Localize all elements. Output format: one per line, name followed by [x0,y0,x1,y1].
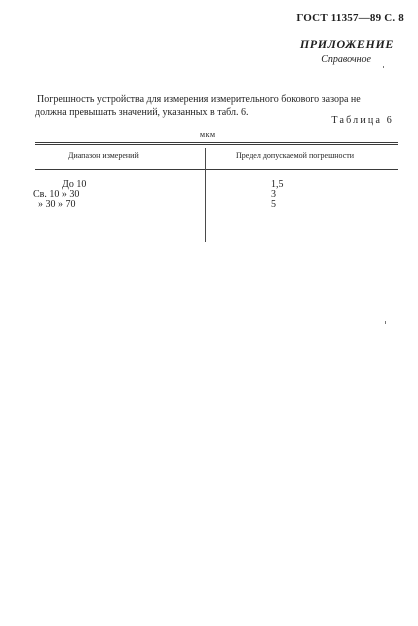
paragraph-line-1: Погрешность устройства для измерения измерительного бокового зазора не [37,94,361,105]
table-row-1-value: 1,5 [271,179,284,190]
table-row-3-range: » 30 » 70 [38,199,76,210]
table-row-3-value: 5 [271,199,276,210]
appendix-subtitle: Справочное [321,54,371,65]
appendix-title: ПРИЛОЖЕНИЕ [299,37,394,51]
table-row-2-range: Св. 10 » 30 [33,189,80,200]
table-unit: мкм [200,130,216,139]
column-header-range: Диапазон измерений [68,151,139,160]
table-top-rule [35,142,398,143]
page-header-code: ГОСТ 11357—89 С. 8 [296,12,404,24]
table-header-rule [35,169,398,170]
table-top-rule-second [35,144,398,145]
table-column-divider [205,148,206,242]
column-header-limit: Предел допускаемой погрешности [236,151,355,160]
scan-speck [385,321,386,324]
table-row-2-value: 3 [271,189,276,200]
table-row-1-range: До 10 [62,179,87,190]
table-title: Таблица 6 [331,115,394,126]
scan-speck [383,66,384,68]
paragraph-line-2: должна превышать значений, указанных в табл. 6. [35,107,249,118]
